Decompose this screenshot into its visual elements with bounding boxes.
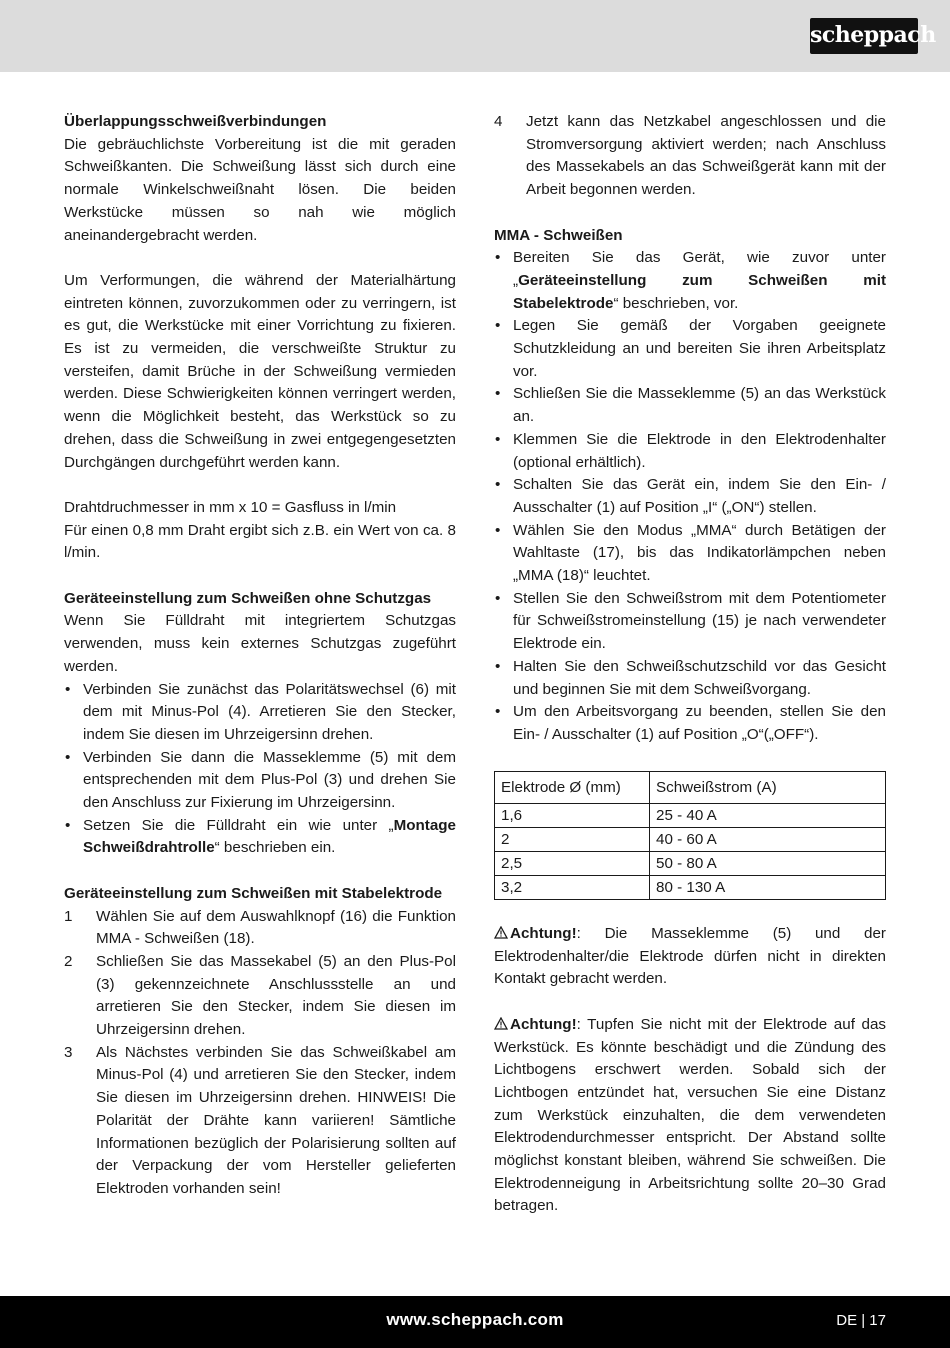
gas-formula: Drahtdruchmesser in mm x 10 = Gasfluss in l/min: [64, 498, 397, 516]
section-title-overlap: Überlappungsschweißverbindungen: [64, 113, 327, 130]
section-title-no-gas: Geräteeinstellung zum Schweißen ohne Schutzgas: [64, 589, 432, 607]
no-gas-list: [64, 679, 456, 861]
list-item: • Stellen Sie den Schweißstrom mit dem Potentiometer für Schweißstromeinstellung (15) je nach verwendeter Elektrode ein.: [494, 588, 886, 656]
welding-current-table: [494, 771, 886, 900]
header-bar: [0, 0, 950, 72]
table-cell: 80 - 130 A: [650, 876, 886, 900]
section-title-stick: Geräteeinstellung zum Schweißen mit Stabelektrode: [64, 884, 443, 902]
table-cell: 2: [495, 828, 650, 852]
list-item: • Klemmen Sie die Elektrode in den Elektrodenhalter (optional erhältlich).: [494, 429, 886, 474]
warning-2: Achtung!: Tupfen Sie nicht mit der Elektrode auf das Werkstück. Es könnte beschädigt und die Zündung des Lichtbogens erschwert werden. Sobald sich der Lichtbogen entzündet hat, versuchen Sie eine Distanz zum Werkstück einzuhalten, die dem verwendeten Elektrodendurchmesser entspricht. Der Abstand sollte möglichst konstant bleiben, während Sie schweißen. Die Elektrodenneigung in Arbeitsrichtung sollte 20–30 Grad betragen.: [494, 1015, 886, 1215]
warning-1: Achtung!: Die Masseklemme (5) und der Elektrodenhalter/die Elektrode dürfen nicht in direkten Kontakt gebracht werden.: [494, 925, 886, 988]
right-column: [494, 111, 886, 1218]
list-item: • Um den Arbeitsvorgang zu beenden, stellen Sie den Ein- / Ausschalter (1) auf Position „O“(„OFF“).: [494, 701, 886, 746]
mma-list: [494, 247, 886, 746]
list-item: • Bereiten Sie das Gerät, wie zuvor unter „Geräteeinstellung zum Schweißen mit Stabelektrode“ beschrieben, vor.: [494, 247, 886, 315]
overlap-paragraph-1: Die gebräuchlichste Vorbereitung ist die mit geraden Schweißkanten. Die Schweißung lässt sich durch eine normale Winkelschweißnaht lösen. Die beiden Werkstücke müssen so nah wie möglich aneinandergebracht werden.: [64, 135, 456, 244]
page-number: DE | 17: [836, 1312, 886, 1329]
gas-example: Für einen 0,8 mm Draht ergibt sich z.B. ein Wert von ca. 8 l/min.: [64, 521, 456, 562]
table-row: [495, 828, 886, 852]
table-cell: 3,2: [495, 876, 650, 900]
no-gas-intro: Wenn Sie Fülldraht mit integriertem Schutzgas verwenden, muss kein externes Schutzgas zugeführt werden.: [64, 612, 456, 675]
table-row: [495, 804, 886, 828]
scheppach-logo: scheppach: [810, 18, 918, 54]
table-row: [495, 852, 886, 876]
section-title-mma: MMA - Schweißen: [494, 226, 623, 244]
website-link[interactable]: www.scheppach.com: [386, 1310, 564, 1329]
list-item: 3 Als Nächstes verbinden Sie das Schweißkabel am Minus-Pol (4) und arretieren Sie den Stecker, indem Sie diesen im Uhrzeigersinn drehen. HINWEIS! Die Polarität der Drähte kann variieren! Sämtliche Informationen bezüglich der Polarisierung sollten auf der Verpackung der vom Hersteller gelieferten Elektroden vorhanden sein!: [64, 1043, 456, 1197]
list-item: • Wählen Sie den Modus „MMA“ durch Betätigen der Wahltaste (17), bis das Indikatorlämpchen neben „MMA (18)“ leuchtet.: [494, 520, 886, 588]
list-item: 1 Wählen Sie auf dem Auswahlknopf (16) die Funktion MMA - Schweißen (18).: [64, 907, 456, 948]
table-cell: 40 - 60 A: [650, 828, 886, 852]
overlap-paragraph-2: Um Verformungen, die während der Materialhärtung eintreten können, zuvorzukommen oder zu verringern, ist es gut, die Werkstücke mit einer Vorrichtung zu fixieren. Es ist zu vermeiden, die verschweißte Struktur zu versteifen, damit Brüche in der Schweißung vermieden werden. Diese Schwierigkeiten können verringert werden, wenn die Möglichkeit besteht, das Werkstück so zu drehen, dass die Schweißung in zwei entgegengesetzten Durchgängen durchgeführt werden kann.: [64, 271, 456, 471]
table-cell: 2,5: [495, 852, 650, 876]
footer-bar: [0, 1296, 950, 1348]
table-cell: 1,6: [495, 804, 650, 828]
stick-steps-continued: [494, 111, 886, 202]
list-item: • Legen Sie gemäß der Vorgaben geeignete Schutzkleidung an und bereiten Sie ihren Arbeitsplatz vor.: [494, 315, 886, 383]
left-column: [64, 111, 456, 1201]
table-header-cell: Schweißstrom (A): [650, 772, 886, 804]
stick-steps: [64, 906, 456, 1201]
table-cell: 50 - 80 A: [650, 852, 886, 876]
table-cell: 25 - 40 A: [650, 804, 886, 828]
list-item: • Verbinden Sie dann die Masseklemme (5) mit dem entsprechenden mit dem Plus-Pol (3) und drehen Sie den Anschluss zur Fixierung im Uhrzeigersinn.: [64, 747, 456, 815]
list-item: • Schließen Sie die Masseklemme (5) an das Werkstück an.: [494, 383, 886, 428]
table-row: [495, 876, 886, 900]
warning-triangle-icon: [494, 1014, 510, 1037]
list-item: • Verbinden Sie zunächst das Polaritätswechsel (6) mit dem mit Minus-Pol (4). Arretieren Sie den Stecker, indem Sie diesen im Uhrzeigersinn drehen.: [64, 679, 456, 747]
list-item: • Setzen Sie die Fülldraht ein wie unter „Montage Schweißdrahtrolle“ beschrieben ein.: [64, 815, 456, 860]
list-item: • Halten Sie den Schweißschutzschild vor das Gesicht und beginnen Sie mit dem Schweißvorgang.: [494, 656, 886, 701]
table-header-cell: Elektrode Ø (mm): [495, 772, 650, 804]
list-item: • Schalten Sie das Gerät ein, indem Sie den Ein- / Ausschalter (1) auf Position „I“ („ON“) stellen.: [494, 474, 886, 519]
warning-triangle-icon: [494, 923, 510, 946]
list-item: 4 Jetzt kann das Netzkabel angeschlossen und die Stromversorgung aktiviert werden; nach Anschluss des Massekabels an das Schweißgerät kann mit der Arbeit begonnen werden.: [494, 113, 886, 199]
table-header-row: [495, 772, 886, 804]
list-item: 2 Schließen Sie das Massekabel (5) an den Plus-Pol (3) gekennzeichnete Anschlussstelle an und arretieren Sie den Stecker, indem Sie diesen im Uhrzeigersinn drehen.: [64, 952, 456, 1039]
